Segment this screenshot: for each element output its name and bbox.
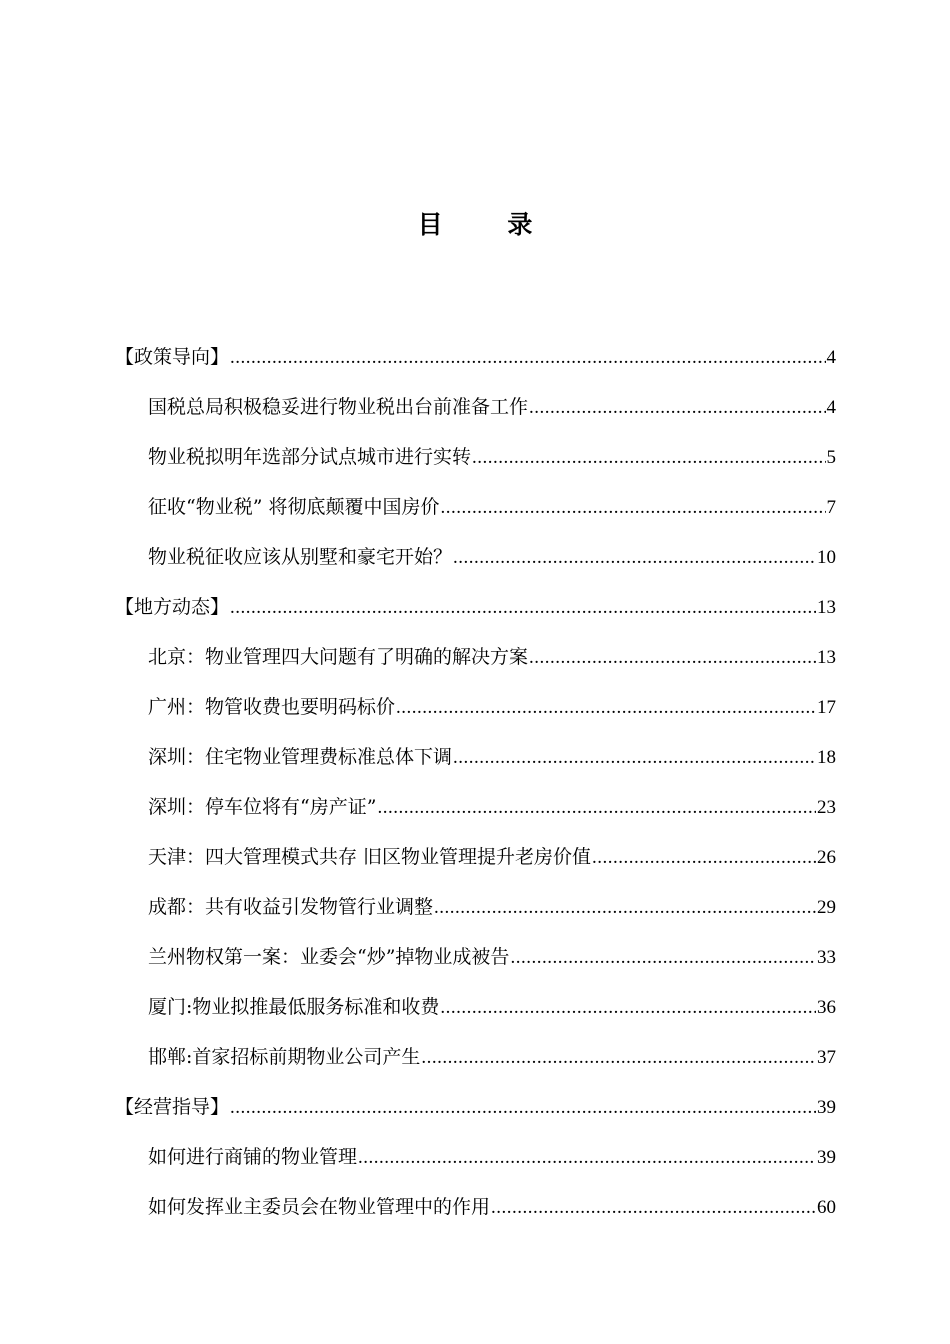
dot-leader xyxy=(491,1188,816,1228)
toc-article-entry[interactable] xyxy=(148,937,836,987)
dot-leader xyxy=(434,888,816,928)
toc-page-number: 18 xyxy=(817,747,836,768)
dot-leader xyxy=(472,438,825,478)
toc-article-entry[interactable] xyxy=(148,837,836,887)
toc-article-entry[interactable] xyxy=(148,1037,836,1087)
toc-page-number: 36 xyxy=(817,997,836,1018)
toc-section-entry[interactable] xyxy=(115,337,836,387)
toc-page-number: 33 xyxy=(817,947,836,968)
toc-entry-text: 邯郸:首家招标前期物业公司产生 xyxy=(148,1046,421,1068)
toc-article-entry[interactable] xyxy=(148,1187,836,1237)
toc-page-number: 4 xyxy=(826,397,836,418)
dot-leader xyxy=(230,1088,816,1128)
toc-entry-text: 征收“物业税” 将彻底颠覆中国房价 xyxy=(148,496,440,518)
toc-page-number: 37 xyxy=(817,1047,836,1068)
toc-page-number: 26 xyxy=(817,847,836,868)
toc-page-number: 23 xyxy=(817,797,836,818)
toc-entry-text: 厦门:物业拟推最低服务标准和收费 xyxy=(148,996,440,1018)
toc-entry-text: 深圳：住宅物业管理费标准总体下调 xyxy=(148,746,453,768)
dot-leader xyxy=(440,488,825,528)
toc-article-entry[interactable] xyxy=(148,487,836,537)
dot-leader xyxy=(453,738,816,778)
toc-entry-text: 物业税拟明年选部分试点城市进行实转 xyxy=(148,446,472,468)
dot-leader xyxy=(529,388,825,428)
toc-article-entry[interactable] xyxy=(148,987,836,1037)
toc-article-entry[interactable] xyxy=(148,537,836,587)
dot-leader xyxy=(510,938,816,978)
dot-leader xyxy=(396,688,816,728)
toc-section-entry[interactable] xyxy=(115,587,836,637)
dot-leader xyxy=(358,1138,816,1178)
toc-article-entry[interactable] xyxy=(148,437,836,487)
toc-article-entry[interactable] xyxy=(148,737,836,787)
toc-entry-text: 北京：物业管理四大问题有了明确的解决方案 xyxy=(148,646,529,668)
toc-entry-text: 如何发挥业主委员会在物业管理中的作用 xyxy=(148,1196,491,1218)
toc-page-number: 10 xyxy=(817,547,836,568)
toc-entry-text: 如何进行商铺的物业管理 xyxy=(148,1146,358,1168)
toc-entry-text: 兰州物权第一案：业委会“炒”掉物业成被告 xyxy=(148,946,510,968)
toc-page-number: 5 xyxy=(826,447,836,468)
dot-leader xyxy=(377,788,816,828)
toc-section-entry[interactable] xyxy=(115,1087,836,1137)
dot-leader xyxy=(230,588,816,628)
toc-page-number: 39 xyxy=(817,1147,836,1168)
dot-leader xyxy=(592,838,816,878)
toc-entry-text: 成都：共有收益引发物管行业调整 xyxy=(148,896,434,918)
toc-entry-text: 【政策导向】 xyxy=(115,346,230,368)
toc-entry-text: 【地方动态】 xyxy=(115,596,230,618)
toc-page-number: 60 xyxy=(817,1197,836,1218)
toc-entry-text: 【经营指导】 xyxy=(115,1096,230,1118)
toc-entry-text: 国税总局积极稳妥进行物业税出台前准备工作 xyxy=(148,396,529,418)
table-of-contents xyxy=(0,337,950,1237)
dot-leader xyxy=(230,338,825,378)
toc-article-entry[interactable] xyxy=(148,637,836,687)
dot-leader xyxy=(453,538,816,578)
toc-entry-text: 广州：物管收费也要明码标价 xyxy=(148,696,396,718)
toc-page-number: 39 xyxy=(817,1097,836,1118)
toc-entry-text: 深圳：停车位将有“房产证” xyxy=(148,796,377,818)
toc-page-number: 13 xyxy=(817,647,836,668)
toc-page-number: 13 xyxy=(817,597,836,618)
toc-article-entry[interactable] xyxy=(148,387,836,437)
toc-article-entry[interactable] xyxy=(148,687,836,737)
dot-leader xyxy=(529,638,816,678)
toc-page-number: 4 xyxy=(826,347,836,368)
toc-article-entry[interactable] xyxy=(148,887,836,937)
toc-page-number: 29 xyxy=(817,897,836,918)
toc-article-entry[interactable] xyxy=(148,787,836,837)
toc-entry-text: 天津：四大管理模式共存 旧区物业管理提升老房价值 xyxy=(148,846,592,868)
toc-entry-text: 物业税征收应该从别墅和豪宅开始？ xyxy=(148,546,453,568)
dot-leader xyxy=(421,1038,816,1078)
toc-title: 目 录 xyxy=(417,210,561,239)
toc-page-number: 7 xyxy=(826,497,836,518)
dot-leader xyxy=(440,988,816,1028)
toc-article-entry[interactable] xyxy=(148,1137,836,1187)
toc-page-number: 17 xyxy=(817,697,836,718)
